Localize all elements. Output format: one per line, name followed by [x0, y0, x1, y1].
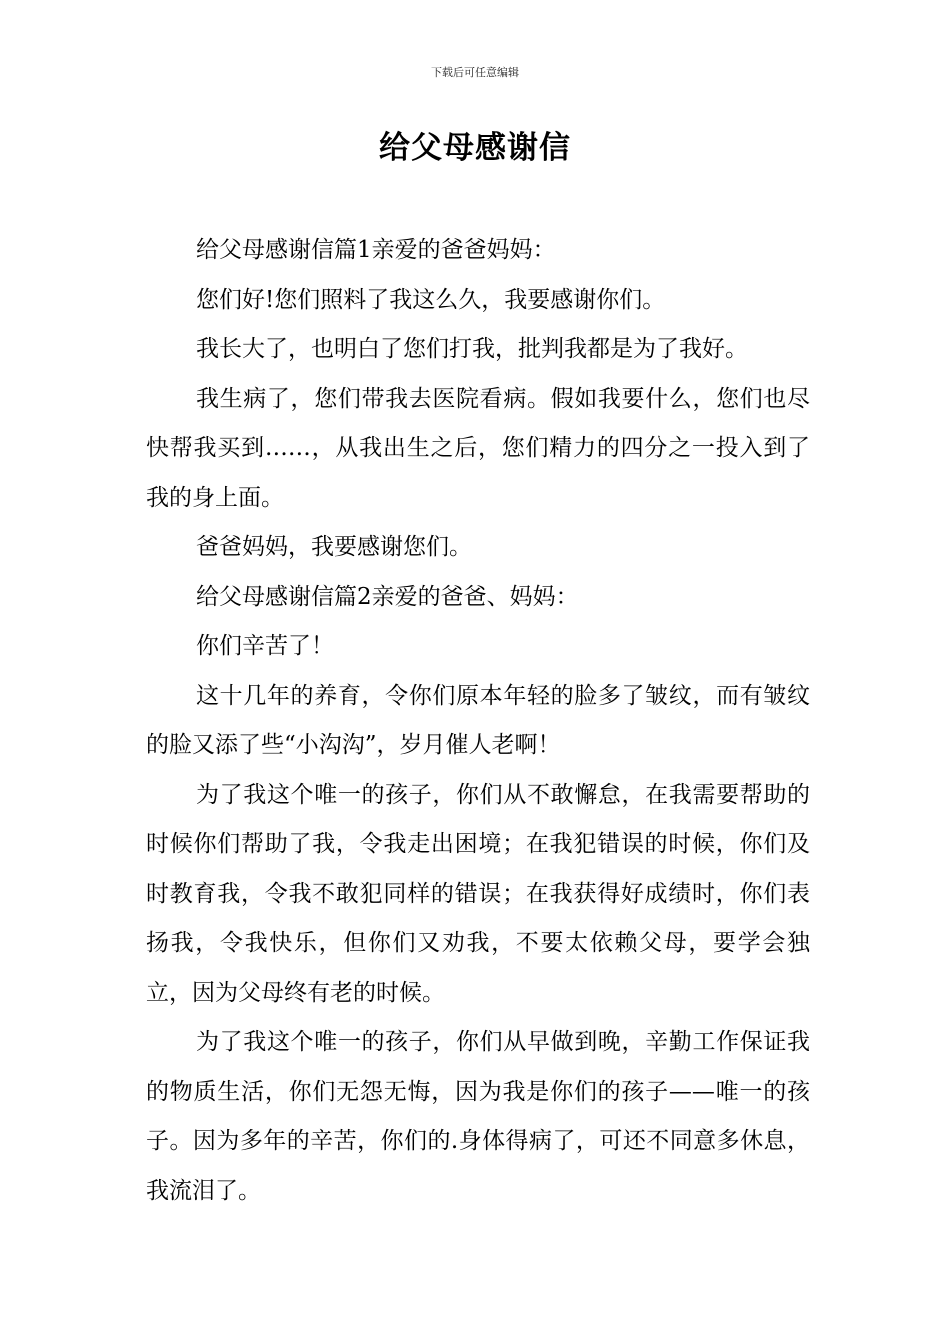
paragraph: 你们辛苦了！	[196, 633, 334, 659]
paragraph: 为了我这个唯一的孩子，你们从不敢懈怠，在我需要帮助的时候你们帮助了我，令我走出困境；在我犯错误的时候，你们及时教育我，令我不敢犯同样的错误；在我获得好成绩时，你们表扬我，令我快乐，但你们又劝我，不要太依赖父母，要学会独立，因为父母终有老的时候。	[146, 781, 810, 1006]
header-note: 下载后可任意编辑	[431, 66, 519, 79]
letter-body	[146, 226, 810, 1216]
paragraph: 爸爸妈妈，我要感谢您们。	[196, 534, 472, 560]
paragraph: 给父母感谢信篇2亲爱的爸爸、妈妈：	[196, 583, 579, 610]
document-title: 给父母感谢信	[379, 130, 571, 166]
paragraph: 我长大了，也明白了您们打我，批判我都是为了我好。	[196, 336, 748, 362]
paragraph: 您们好!您们照料了我这么久，我要感谢你们。	[196, 286, 666, 313]
paragraph: 这十几年的养育，令你们原本年轻的脸多了皱纹，而有皱纹的脸又添了些“小沟沟”，岁月催人老啊！	[146, 682, 810, 758]
paragraph: 为了我这个唯一的孩子，你们从早做到晚，辛勤工作保证我的物质生活，你们无怨无悔，因为我是你们的孩子——唯一的孩子。因为多年的辛苦，你们的.身体得病了，可还不同意多休息，我流泪了。	[146, 1029, 810, 1204]
paragraph: 我生病了，您们带我去医院看病。假如我要什么，您们也尽快帮我买到……，从我出生之后，您们精力的四分之一投入到了我的身上面。	[146, 385, 810, 511]
paragraph: 给父母感谢信篇1亲爱的爸爸妈妈：	[196, 237, 556, 263]
